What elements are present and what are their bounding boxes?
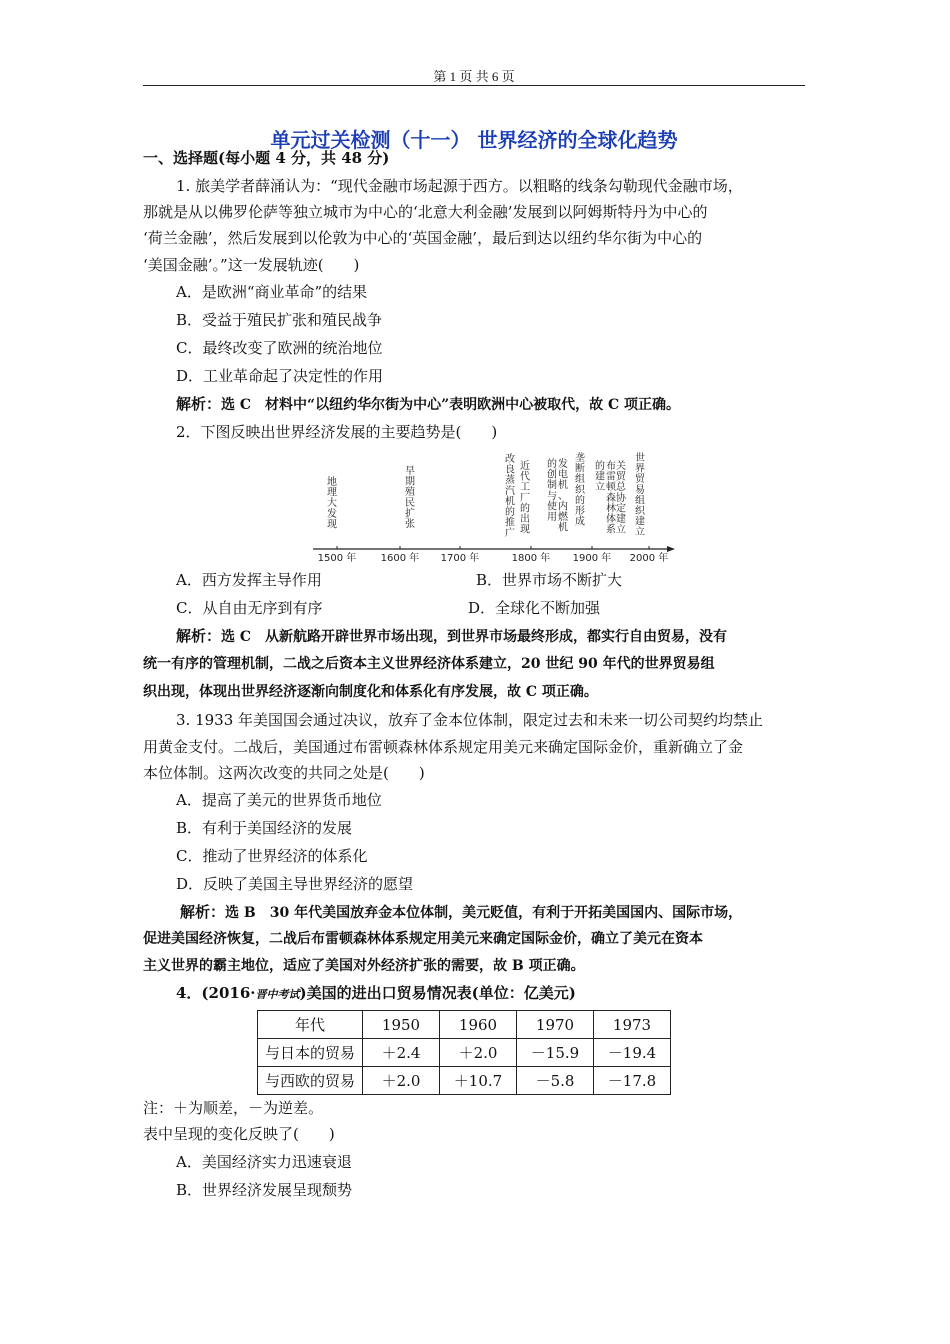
- svg-text:断: 断: [575, 463, 585, 475]
- svg-text:出: 出: [520, 514, 530, 525]
- explanation-label: 解析：: [180, 903, 226, 921]
- q1-option-d: D．工业革命起了决定性的作用: [176, 367, 384, 385]
- explanation-label: 解析：: [176, 627, 222, 645]
- q1-option-b: B．受益于殖民扩张和殖民战争: [176, 311, 383, 329]
- svg-text:内: 内: [558, 501, 568, 513]
- svg-text:的: 的: [505, 507, 515, 518]
- table-cell: ＋2.0: [440, 1039, 517, 1067]
- svg-text:布: 布: [606, 461, 616, 472]
- q3-stem-line: 用黄金支付。二战后，美国通过布雷顿森林体系规定用美元来确定国际金价，重新确立了金: [143, 738, 744, 756]
- svg-text:工: 工: [520, 482, 530, 494]
- svg-text:早: 早: [405, 466, 415, 477]
- timeline-tick-label: 1700 年: [440, 553, 480, 564]
- svg-text:雷: 雷: [606, 471, 616, 483]
- q3-option-c: C．推动了世界经济的体系化: [176, 847, 368, 865]
- svg-text:现: 现: [327, 519, 337, 531]
- timeline-figure: [305, 450, 680, 565]
- svg-text:体: 体: [606, 514, 616, 525]
- explanation-text: 选 C 材料中“以纽约华尔街为中心”表明欧洲中心被取代，故 C 项正确。: [221, 397, 681, 413]
- svg-text:蒸: 蒸: [505, 475, 515, 487]
- explanation-text: 选 B 30 年代美国放弃金本位体制，美元贬值，有利于开拓美国国内、国际市场，: [225, 905, 743, 921]
- svg-text:广: 广: [505, 528, 515, 540]
- q4-note: 注：＋为顺差，－为逆差。: [143, 1099, 324, 1117]
- svg-text:的: 的: [575, 495, 585, 507]
- svg-text:民: 民: [405, 497, 415, 509]
- q4-option-a: A．美国经济实力迅速衰退: [176, 1153, 352, 1171]
- svg-text:建: 建: [616, 514, 626, 525]
- table-cell: ＋10.7: [440, 1067, 517, 1095]
- section-heading: 一、选择题(每小题 4 分，共 48 分): [143, 149, 390, 167]
- table-row: [258, 1067, 671, 1095]
- svg-text:协: 协: [616, 492, 626, 504]
- svg-text:织: 织: [575, 484, 585, 496]
- timeline-event-label: [635, 451, 646, 538]
- svg-text:殖: 殖: [405, 487, 415, 499]
- q3-explanation-line: 主义世界的霸主地位，适应了美国对外经济扩张的需要，故 B 项正确。: [143, 958, 585, 974]
- svg-text:制: 制: [547, 480, 557, 492]
- q2-option-b: B．世界市场不断扩大: [476, 571, 623, 589]
- table-header-row: [258, 1011, 671, 1039]
- trade-table: [257, 1010, 671, 1095]
- svg-text:发: 发: [327, 508, 337, 520]
- svg-text:建: 建: [635, 516, 645, 528]
- svg-text:理: 理: [327, 487, 337, 499]
- table-cell: －19.4: [594, 1039, 671, 1067]
- svg-text:贸: 贸: [635, 474, 645, 486]
- timeline-event-label: [405, 465, 415, 530]
- q2-explanation: [176, 626, 727, 647]
- svg-text:形: 形: [575, 506, 585, 517]
- svg-text:扩: 扩: [405, 508, 415, 520]
- timeline-event-label: [505, 452, 515, 539]
- q1-option-c: C．最终改变了欧洲的统治地位: [176, 339, 383, 357]
- q2-explanation-line: 织出现，体现出世界经济逐渐向制度化和体系化有序发展，故 C 项正确。: [143, 684, 598, 700]
- timeline-tick-label: 2000 年: [629, 553, 669, 564]
- table-cell: ＋2.4: [363, 1039, 440, 1067]
- q4-stem: 4．(2016·晋中考试)美国的进出口贸易情况表(单位：亿美元): [176, 984, 576, 1002]
- svg-text:的: 的: [595, 461, 605, 472]
- svg-text:大: 大: [327, 498, 337, 510]
- q3-explanation-line: 促进美国经济恢复，二战后布雷顿森林体系规定用美元来确定国际金价，确立了美元在资本: [143, 931, 703, 947]
- svg-text:燃: 燃: [558, 512, 568, 523]
- svg-text:世: 世: [635, 453, 645, 464]
- svg-text:垄: 垄: [575, 453, 585, 464]
- svg-text:地: 地: [327, 477, 337, 488]
- svg-text:组: 组: [575, 474, 585, 486]
- header-rule: [143, 85, 805, 86]
- svg-text:代: 代: [520, 471, 530, 483]
- q2-option-d: D．全球化不断加强: [468, 599, 601, 617]
- table-header-cell: 1960: [440, 1011, 517, 1039]
- q2-option-a: A．西方发挥主导作用: [176, 571, 322, 589]
- svg-text:的: 的: [547, 459, 557, 470]
- q1-explanation: [176, 394, 680, 415]
- explanation-label: 解析：: [176, 395, 222, 413]
- svg-text:立: 立: [616, 524, 626, 536]
- timeline-tick-label: 1500 年: [317, 553, 357, 564]
- svg-text:织: 织: [635, 506, 645, 517]
- timeline-event-label: [595, 459, 617, 536]
- svg-text:的: 的: [520, 503, 530, 515]
- timeline-tick-label: 1800 年: [511, 553, 551, 564]
- table-cell: 与日本的贸易: [258, 1039, 363, 1067]
- q4-source: 晋中考试: [255, 988, 300, 1001]
- svg-text:林: 林: [606, 503, 616, 515]
- svg-text:机: 机: [558, 480, 568, 492]
- page-header: 第 1 页 共 6 页: [433, 69, 515, 84]
- svg-text:发: 发: [558, 459, 568, 470]
- table-row: [258, 1039, 671, 1067]
- q3-option-b: B．有利于美国经济的发展: [176, 819, 353, 837]
- svg-text:改: 改: [505, 454, 515, 465]
- q1-stem-line: 1. 旅美学者薛涌认为：“现代金融市场起源于西方。以粗略的线条勾勒现代金融市场，: [176, 177, 743, 195]
- svg-text:汽: 汽: [505, 485, 515, 497]
- table-header-cell: 1970: [517, 1011, 594, 1039]
- svg-text:现: 现: [520, 524, 530, 536]
- q2-explanation-line: 统一有序的管理机制，二战之后资本主义世界经济体系建立，20 世纪 90 年代的世界贸易组: [143, 656, 715, 672]
- svg-text:推: 推: [505, 517, 515, 529]
- svg-text:立: 立: [635, 527, 645, 539]
- timeline-tick-label: 1600 年: [380, 553, 420, 564]
- timeline-event-label: [520, 460, 530, 536]
- table-cell: －5.8: [517, 1067, 594, 1095]
- svg-text:成: 成: [575, 516, 585, 528]
- table-header-cell: 1973: [594, 1011, 671, 1039]
- svg-text:创: 创: [547, 469, 557, 481]
- svg-text:顿: 顿: [606, 482, 616, 494]
- svg-text:机: 机: [558, 522, 568, 534]
- timeline-event-label: [547, 457, 569, 534]
- explanation-text: 选 C 从新航路开辟世界市场出现，到世界市场最终形成，都实行自由贸易，没有: [221, 629, 728, 645]
- table-cell: －15.9: [517, 1039, 594, 1067]
- svg-text:期: 期: [405, 476, 415, 488]
- svg-text:森: 森: [606, 492, 616, 504]
- timeline-event-label: [616, 460, 627, 536]
- q4-option-b: B．世界经济发展呈现颓势: [176, 1181, 353, 1199]
- svg-text:张: 张: [405, 519, 415, 530]
- svg-text:厂: 厂: [520, 492, 530, 504]
- svg-text:立: 立: [595, 482, 605, 494]
- svg-text:系: 系: [606, 524, 616, 536]
- svg-text:总: 总: [616, 482, 626, 494]
- timeline-axis: [313, 546, 675, 552]
- svg-text:使: 使: [547, 501, 557, 513]
- q3-stem-line: 本位体制。这两次改变的共同之处是( ): [143, 764, 425, 782]
- q3-option-d: D．反映了美国主导世界经济的愿望: [176, 875, 414, 893]
- svg-text:电: 电: [558, 469, 568, 481]
- table-cell: －17.8: [594, 1067, 671, 1095]
- svg-text:贸: 贸: [616, 471, 626, 483]
- svg-text:定: 定: [616, 503, 626, 515]
- timeline-event-label: [327, 475, 337, 530]
- q1-stem-line: ‘荷兰金融’，然后发展到以伦敦为中心的‘英国金融’，最后到达以纽约华尔街为中心的: [143, 229, 703, 247]
- svg-text:关: 关: [616, 461, 626, 472]
- svg-text:与: 与: [547, 490, 557, 502]
- timeline-tick-label: 1900 年: [572, 553, 612, 564]
- svg-text:、: 、: [558, 490, 568, 502]
- timeline-event-label: [575, 451, 586, 528]
- svg-text:易: 易: [635, 484, 645, 496]
- table-cell: 与西欧的贸易: [258, 1067, 363, 1095]
- document-title: 单元过关检测（十一） 世界经济的全球化趋势: [270, 128, 678, 152]
- svg-text:组: 组: [635, 495, 645, 507]
- q2-stem: 2．下图反映出世界经济发展的主要趋势是( ): [176, 423, 498, 441]
- q1-option-a: A．是欧洲“商业革命”的结果: [176, 283, 368, 301]
- svg-text:用: 用: [547, 512, 557, 523]
- q3-option-a: A．提高了美元的世界货币地位: [176, 791, 382, 809]
- table-cell: ＋2.0: [363, 1067, 440, 1095]
- q1-stem-line: ‘美国金融’。”这一发展轨迹( ): [143, 256, 360, 274]
- q3-stem-line: 3. 1933 年美国国会通过决议，放弃了金本位体制，限定过去和未来一切公司契约均禁止: [176, 711, 764, 729]
- table-header-cell: 年代: [258, 1011, 363, 1039]
- q4-question: 表中呈现的变化反映了( ): [143, 1125, 335, 1143]
- svg-text:近: 近: [520, 461, 530, 472]
- q1-stem-line: 那就是从以佛罗伦萨等独立城市为中心的‘北意大利金融’发展到以阿姆斯特丹为中心的: [143, 203, 708, 221]
- q3-explanation: [180, 902, 742, 923]
- table-header-cell: 1950: [363, 1011, 440, 1039]
- svg-text:机: 机: [505, 496, 515, 508]
- svg-text:界: 界: [635, 463, 645, 475]
- svg-text:良: 良: [505, 464, 515, 476]
- q2-option-c: C．从自由无序到有序: [176, 599, 323, 617]
- svg-text:建: 建: [595, 471, 605, 483]
